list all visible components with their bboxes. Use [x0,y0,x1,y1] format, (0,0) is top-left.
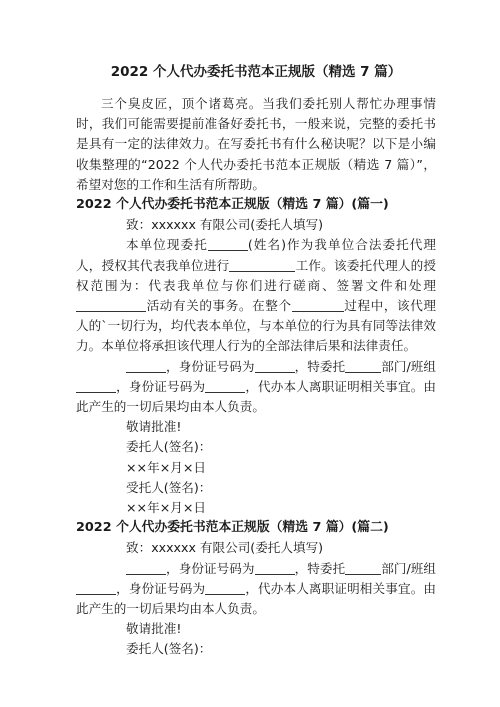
section-1-date-1: ××年×月×日 [126,459,206,475]
section-2-approve: 敬请批准! [126,621,182,637]
body-text: ，身份证号码为 [166,560,255,576]
blank-field [255,358,295,373]
body-text: (姓名)作为我单位合法委托代理人，授权其代表我单位进行 [76,237,437,273]
blank-field [76,378,116,393]
blank-field [205,580,245,595]
blank-field [76,297,146,312]
body-text: ，身份证号码为 [116,378,206,394]
blank-field [126,358,166,373]
document-page [76,62,436,660]
section-1-heading: 2022 个人代办委托书范本正规版（精选 7 篇）(篇一) [76,197,389,213]
intro-paragraph: 三个臭皮匠，顶个诸葛亮。当我们委托别人帮忙办理事情时，我们可能需要提前准备好委托书，一般来说，完整的委托书是具有一定的法律效力。在写委托书有什么秘诀呢？以下是小编收集整理的“2022 个人代办委托书范本正规版（精选 7 篇）”，希望对您的工作和生活有所帮助。 [76,96,436,192]
body-text: 部门/班组 [381,358,436,374]
document-title: 2022 个人代办委托书范本正规版（精选 7 篇） [110,64,402,80]
blank-field [345,358,381,373]
body-text: ，身份证号码为 [116,580,206,596]
section-2-id-paragraph [76,559,436,620]
section-1-date-2: ××年×月×日 [126,500,206,516]
section-1-addressee: 致：xxxxxx 有限公司(委托人填写) [126,217,324,233]
blank-field [255,560,295,575]
section-1-agent-signature: 受托人(签名)： [126,479,212,495]
section-1-body [76,235,436,356]
blank-field [126,560,166,575]
body-text: 过程中，该代理人的`一切行为，均代表本单位，与本单位的行为具有同等法律效力。本单位将承担该代理人行为的全部法律后果和法律责任。 [76,298,437,354]
body-text: ，身份证号码为 [166,358,255,374]
body-text: ，代办本人离职证明相关事宜。由此产生的一切后果均由本人负责。 [76,378,437,415]
section-1-approve: 敬请批准! [126,419,182,435]
section-2-addressee: 致：xxxxxx 有限公司(委托人填写) [126,540,324,556]
blank-field [208,236,248,251]
section-2-heading: 2022 个人代办委托书范本正规版（精选 7 篇）(篇二) [76,520,389,536]
section-1-client-signature: 委托人(签名)： [126,439,212,455]
section-2-client-signature: 委托人(签名)： [126,641,212,657]
body-text: ，特委托 [294,358,346,374]
body-text: 活动有关的事务。在整个 [146,298,292,314]
body-text: ，特委托 [294,560,346,576]
blank-field [76,580,116,595]
body-text: 部门/班组 [381,560,436,576]
blank-field [345,560,381,575]
body-text: 工作。该委托代理人的授权范围为：代表我单位与你们进行磋商、签署文件和处理 [76,257,437,293]
blank-field [229,257,295,272]
body-text: 本单位现委托 [126,237,208,253]
blank-field [292,297,344,312]
section-1-id-paragraph [76,357,436,418]
blank-field [205,378,245,393]
body-text: ，代办本人离职证明相关事宜。由此产生的一切后果均由本人负责。 [76,580,437,617]
